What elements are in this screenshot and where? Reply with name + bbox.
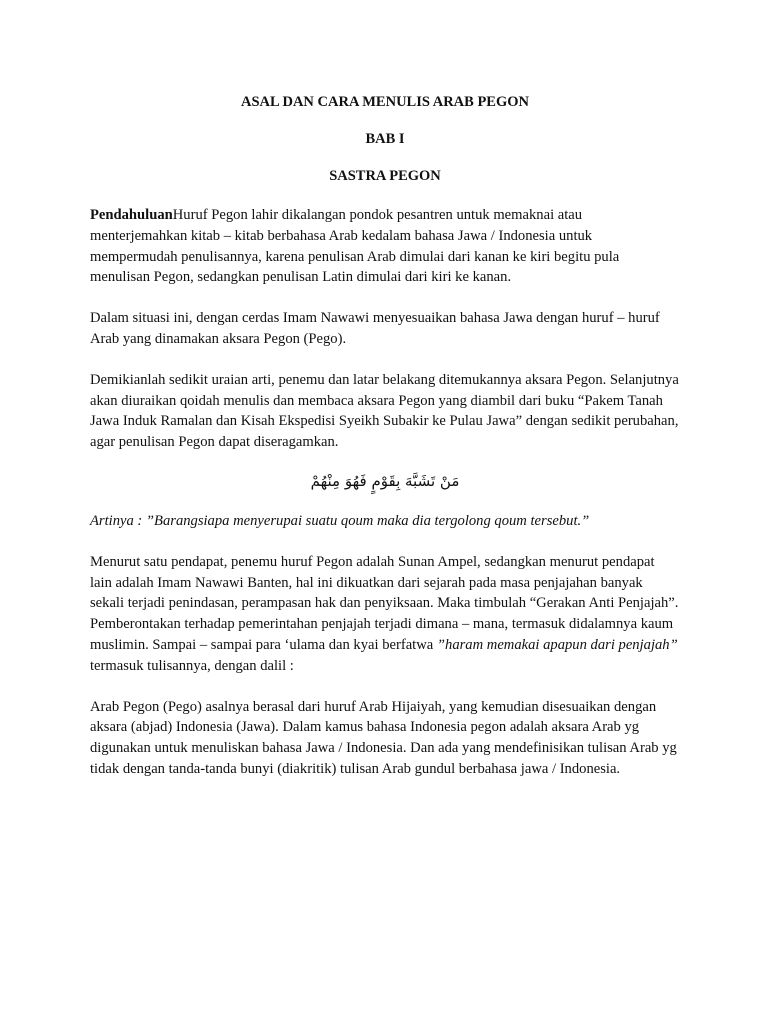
section-heading: SASTRA PEGON <box>329 168 441 184</box>
intro-heading: Pendahuluan <box>90 207 173 223</box>
paragraph-4 <box>90 552 680 677</box>
intro-text: Huruf Pegon lahir dikalangan pondok pesantren untuk memaknai atau menterjemahkan kitab – kitab berbahasa Arab kedalam bahasa Jawa / Indonesia untuk mempermudah penulisannya, karena penulisan Arab dimulai dari kanan ke kiri begitu pula menulisan Pegon, sedangkan penulisan Latin dimulai dari kiri ke kanan. <box>90 207 620 286</box>
paragraph-4-text-after: termasuk tulisannya, dengan dalil : <box>90 657 294 674</box>
intro-paragraph <box>90 205 680 288</box>
paragraph-4-text-before: Menurut satu pendapat, penemu huruf Pegon adalah Sunan Ampel, sedangkan menurut pendapat lain adalah Imam Nawawi Banten, hal ini dikuatkan dari sejarah pada masa penjajahan banyak sekali terjadi penindasan, perampasan hak dan penyiksaan. Maka timbulah “Gerakan Anti Penjajah”. Pemberontakan terhadap pemerintahan penjajah terjadi dimana – mana, termasuk didalamnya kaum muslimin. Sampai – sampai para ‘ulama dan kyai berfatwa <box>90 553 679 653</box>
fatwa-quote: ”haram memakai apapun dari penjajah” <box>436 636 678 653</box>
paragraph-2: Dalam situasi ini, dengan cerdas Imam Nawawi menyesuaikan bahasa Jawa dengan huruf – huruf Arab yang dinamakan aksara Pegon (Pego). <box>90 310 660 347</box>
paragraph-3: Demikianlah sedikit uraian arti, penemu dan latar belakang ditemukannya aksara Pegon. Selanjutnya akan diuraikan qoidah menulis dan membaca aksara Pegon yang diambil dari buku “Pakem Tanah Jawa Induk Ramalan dan Kisah Ekspedisi Syeikh Subakir ke Pulau Jawa” dengan sedikit perubahan, agar penulisan Pegon dapat diseragamkan. <box>90 371 679 451</box>
chapter-heading: BAB I <box>365 131 405 147</box>
arabic-quote: مَنْ تَشَبَّهَ بِقَوْمٍ فَهُوَ مِنْهُمْ <box>310 471 460 490</box>
artinya-translation: Artinya : ”Barangsiapa menyerupai suatu qoum maka dia tergolong qoum tersebut.” <box>90 512 590 529</box>
paragraph-5: Arab Pegon (Pego) asalnya berasal dari huruf Arab Hijaiyah, yang kemudian disesuaikan dengan aksara (abjad) Indonesia (Jawa). Dalam kamus bahasa Indonesia pegon adalah aksara Arab yg digunakan untuk menuliskan bahasa Jawa / Indonesia. Dan ada yang mendefinisikan tulisan Arab yg tidak dengan tanda-tanda bunyi (diakritik) tulisan Arab gundul berbahasa jawa / Indonesia. <box>90 698 677 777</box>
document-title: ASAL DAN CARA MENULIS ARAB PEGON <box>240 94 530 110</box>
